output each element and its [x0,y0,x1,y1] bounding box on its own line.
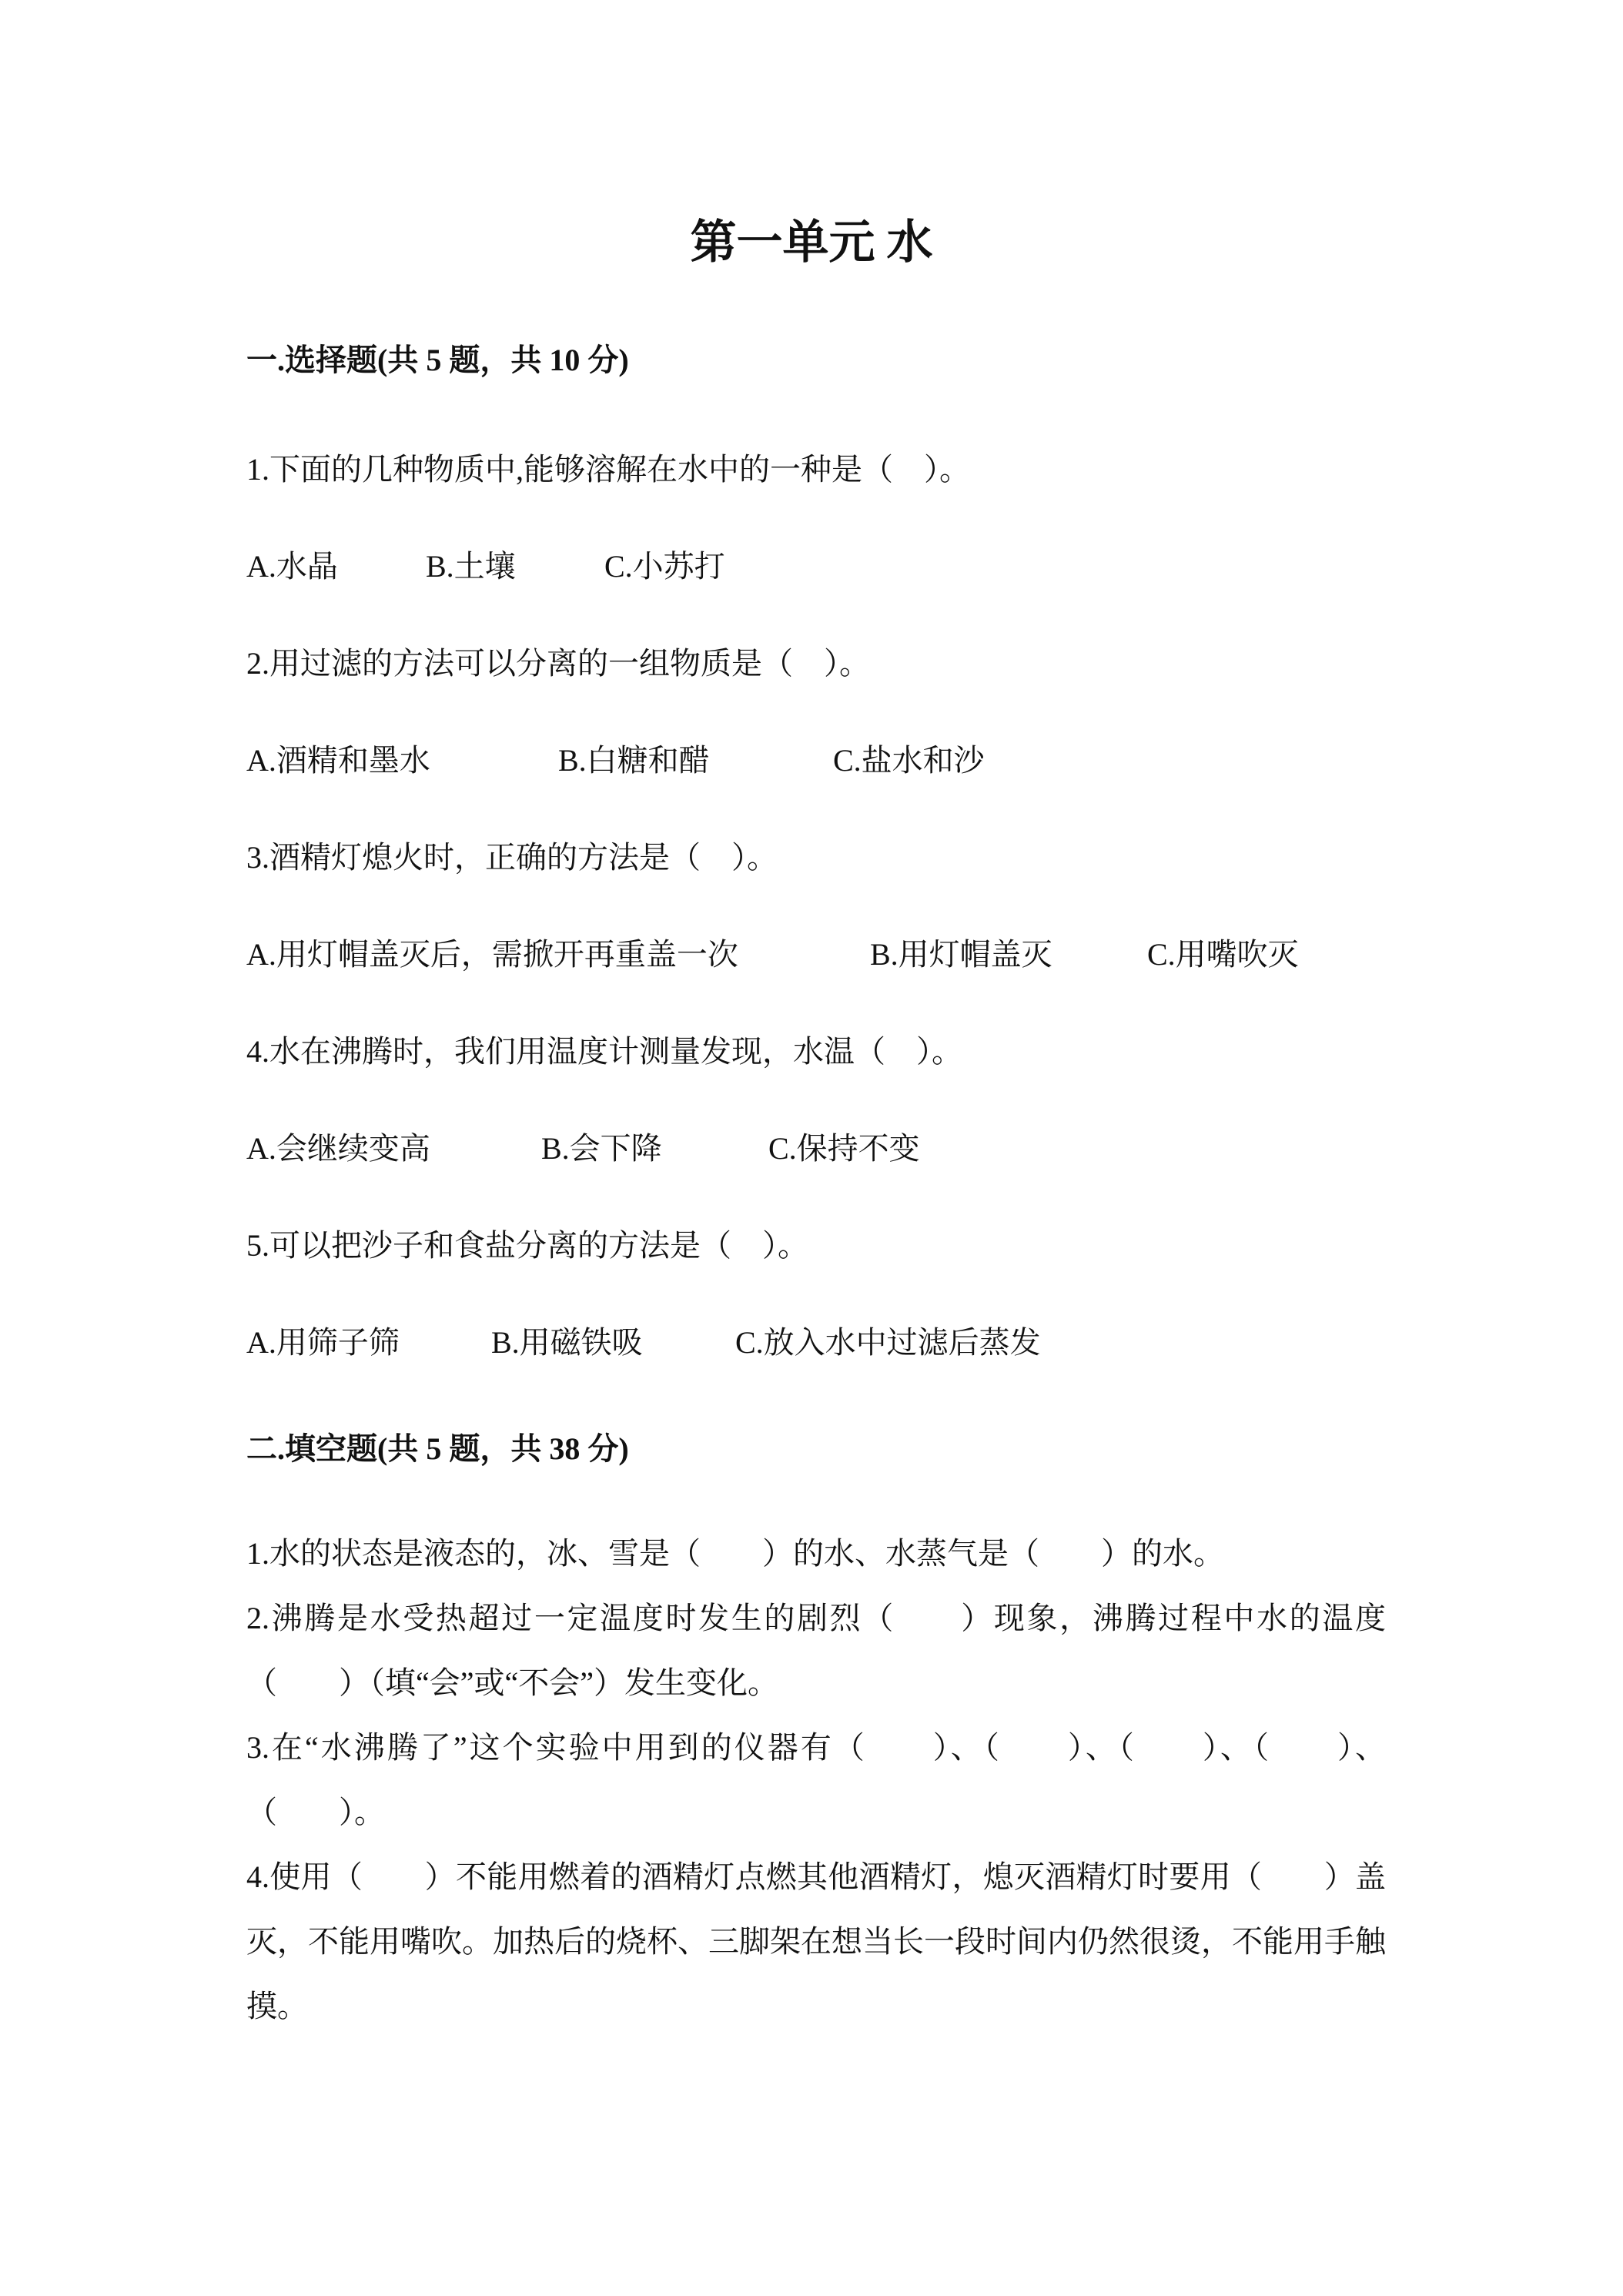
question-text: 2.用过滤的方法可以分离的一组物质是（ ）。 [246,646,870,681]
section-heading-choice: 一.选择题(共 5 题，共 10 分) [246,343,629,377]
option-c: C.小苏打 [604,549,725,584]
option-a: A.水晶 [246,549,338,584]
question-text: 1.下面的几种物质中,能够溶解在水中的一种是（ ）。 [246,452,970,487]
option-c: C.保持不变 [768,1131,920,1166]
option-b: B.用磁铁吸 [491,1325,643,1360]
option-c: C.盐水和沙 [833,743,985,778]
option-a: A.会继续变高 [246,1131,430,1166]
fill-question: 3.在“水沸腾了”这个实验中用到的仪器有（ ）、（ ）、（ ）、（ ）、（ ）。 [246,1730,1386,1829]
option-a: A.用筛子筛 [246,1325,400,1360]
fill-question: 2.沸腾是水受热超过一定温度时发生的剧烈（ ）现象，沸腾过程中水的温度（ ）（填“会”或“不会”）发生变化。 [246,1601,1386,1700]
option-b: B.土壤 [426,549,516,584]
option-b: B.会下降 [541,1131,662,1166]
option-b: B.白糖和醋 [558,743,710,778]
page-title: 第一单元 水 [690,217,933,268]
option-b: B.用灯帽盖灭 [870,937,1052,972]
fill-question: 1.水的状态是液态的，冰、雪是（ ）的水、水蒸气是（ ）的水。 [246,1536,1224,1571]
question-text: 5.可以把沙子和食盐分离的方法是（ ）。 [246,1228,808,1263]
question-text: 4.水在沸腾时，我们用温度计测量发现，水温（ ）。 [246,1034,962,1069]
option-c: C.放入水中过滤后蒸发 [735,1325,1041,1360]
fill-question: 4.使用（ ）不能用燃着的酒精灯点燃其他酒精灯，熄灭酒精灯时要用（ ）盖灭，不能用嘴吹。加热后的烧杯、三脚架在想当长一段时间内仍然很烫，不能用手触摸。 [246,1859,1386,2023]
option-a: A.用灯帽盖灭后，需掀开再重盖一次 [246,937,738,972]
option-c: C.用嘴吹灭 [1147,937,1299,972]
option-a: A.酒精和墨水 [246,743,430,778]
question-text: 3.酒精灯熄火时，正确的方法是（ ）。 [246,840,778,875]
section-heading-fill: 二.填空题(共 5 题，共 38 分) [246,1431,629,1466]
